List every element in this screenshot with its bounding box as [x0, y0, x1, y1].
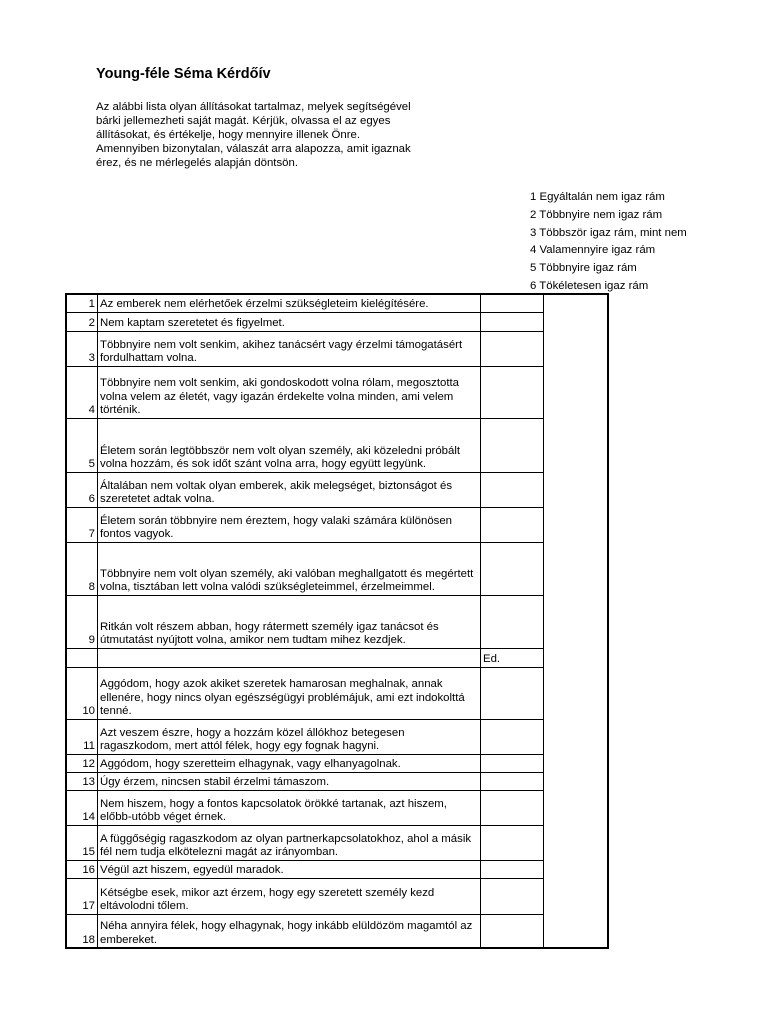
item-statement: Azt veszem észre, hogy a hozzám közel állókhoz betegesen ragaszkodom, mert attól félek, hogy egy fognak hagyni. — [98, 719, 481, 754]
table-row — [66, 418, 608, 472]
item-number: 3 — [66, 331, 98, 366]
item-statement: Úgy érzem, nincsen stabil érzelmi támaszom. — [98, 772, 481, 790]
item-number: 14 — [66, 790, 98, 825]
table-row — [66, 754, 608, 772]
item-statement: Életem során legtöbbször nem volt olyan személy, aki közeledni próbált volna hozzám, és sok időt szánt volna arra, hogy együtt legyünk. — [98, 418, 481, 472]
item-number: 2 — [66, 312, 98, 331]
item-statement: Többnyire nem volt senkim, akihez tanácsért vagy érzelmi támogatásért fordulhattam volna. — [98, 331, 481, 366]
item-statement: Nem kaptam szeretetet és figyelmet. — [98, 312, 481, 331]
score-cell[interactable] — [481, 754, 544, 772]
table-row — [66, 719, 608, 754]
item-statement: Ritkán volt részem abban, hogy rátermett személy igaz tanácsot és útmutatást nyújtott volna, amikor nem tudtam mihez kezdjek. — [98, 595, 481, 648]
item-number: 13 — [66, 772, 98, 790]
item-number: 9 — [66, 595, 98, 648]
table-row — [66, 772, 608, 790]
item-number: 1 — [66, 294, 98, 312]
item-number: 12 — [66, 754, 98, 772]
score-cell[interactable] — [481, 542, 544, 595]
questionnaire-table — [65, 293, 609, 949]
item-statement: Aggódom, hogy szeretteim elhagynak, vagy elhanyagolnak. — [98, 754, 481, 772]
summary-column — [544, 294, 609, 948]
table-row — [66, 648, 608, 667]
score-cell[interactable] — [481, 595, 544, 648]
item-statement: Többnyire nem volt senkim, aki gondoskodott volna rólam, megosztotta volna velem az életét, vagy igazán érdekelte volna minden, ami velem történik. — [98, 366, 481, 418]
table-row — [66, 312, 608, 331]
item-statement: Aggódom, hogy azok akiket szeretek hamarosan meghalnak, annak ellenére, hogy nincs olyan egészségügyi problémájuk, ami ezt indokolttá tenné. — [98, 667, 481, 719]
table-row — [66, 366, 608, 418]
questionnaire-title: Young-féle Séma Kérdőív — [96, 66, 271, 82]
score-cell[interactable] — [481, 366, 544, 418]
table-row — [66, 860, 608, 878]
item-number: 4 — [66, 366, 98, 418]
table-row — [66, 790, 608, 825]
table-row — [66, 878, 608, 914]
score-cell[interactable] — [481, 790, 544, 825]
item-number: 8 — [66, 542, 98, 595]
item-number: 7 — [66, 507, 98, 542]
item-statement: Életem során többnyire nem éreztem, hogy valaki számára különösen fontos vagyok. — [98, 507, 481, 542]
item-statement: Általában nem voltak olyan emberek, akik melegséget, biztonságot és szeretetet adtak volna. — [98, 472, 481, 507]
item-statement — [98, 648, 481, 667]
score-cell[interactable] — [481, 860, 544, 878]
rating-scale-item: 6 Tökéletesen igaz rám — [530, 279, 649, 292]
table-row — [66, 472, 608, 507]
table-row — [66, 914, 608, 948]
table-row — [66, 507, 608, 542]
item-statement: Nem hiszem, hogy a fontos kapcsolatok örökké tartanak, azt hiszem, előbb-utóbb véget érnek. — [98, 790, 481, 825]
score-cell[interactable] — [481, 772, 544, 790]
table-row — [66, 294, 608, 312]
score-cell[interactable] — [481, 507, 544, 542]
score-cell[interactable] — [481, 331, 544, 366]
table-row — [66, 825, 608, 860]
score-cell[interactable] — [481, 914, 544, 948]
score-cell[interactable] — [481, 294, 544, 312]
table-row — [66, 595, 608, 648]
item-statement: Néha annyira félek, hogy elhagynak, hogy inkább elüldözöm magamtól az embereket. — [98, 914, 481, 948]
item-number — [66, 648, 98, 667]
table-row — [66, 667, 608, 719]
score-cell[interactable] — [481, 719, 544, 754]
score-cell[interactable] — [481, 472, 544, 507]
table-row — [66, 542, 608, 595]
item-number: 10 — [66, 667, 98, 719]
rating-scale-item: 4 Valamennyire igaz rám — [530, 244, 656, 257]
item-number: 6 — [66, 472, 98, 507]
score-cell[interactable] — [481, 667, 544, 719]
rating-scale-item: 5 Többnyire igaz rám — [530, 262, 637, 275]
item-statement: Végül azt hiszem, egyedül maradok. — [98, 860, 481, 878]
item-number: 17 — [66, 878, 98, 914]
item-number: 18 — [66, 914, 98, 948]
rating-scale-item: 3 Többször igaz rám, mint nem — [530, 226, 687, 239]
item-statement: Kétségbe esek, mikor azt érzem, hogy egy szeretett személy kezd eltávolodni tőlem. — [98, 878, 481, 914]
item-number: 5 — [66, 418, 98, 472]
score-cell[interactable] — [481, 312, 544, 331]
item-statement: Többnyire nem volt olyan személy, aki valóban meghallgatott és megértett volna, tisztában lett volna valódi szükségleteimmel, érzelmeimmel. — [98, 542, 481, 595]
item-statement: A függőségig ragaszkodom az olyan partnerkapcsolatokhoz, ahol a másik fél nem tudja elkötelezni magát az irányomban. — [98, 825, 481, 860]
section-marker: Ed. — [481, 648, 544, 667]
table-row — [66, 331, 608, 366]
item-number: 11 — [66, 719, 98, 754]
score-cell[interactable] — [481, 825, 544, 860]
rating-scale-item: 1 Egyáltalán nem igaz rám — [530, 191, 665, 203]
item-statement: Az emberek nem elérhetőek érzelmi szükségleteim kielégítésére. — [98, 294, 481, 312]
item-number: 15 — [66, 825, 98, 860]
instructions-text: Az alábbi lista olyan állításokat tartalmaz, melyek segítségével bárki jellemezheti saját magát. Kérjük, olvassa el az egyes állításokat, és értékelje, hogy mennyire illenek Önre. Amennyiben bizonytalan, válaszát arra alapozza, amit igaznak érez, és ne mérlegelés alapján döntsön. — [96, 101, 411, 169]
item-number: 16 — [66, 860, 98, 878]
rating-scale-legend — [530, 189, 768, 296]
rating-scale-item: 2 Többnyire nem igaz rám — [530, 208, 663, 221]
score-cell[interactable] — [481, 878, 544, 914]
score-cell[interactable] — [481, 418, 544, 472]
